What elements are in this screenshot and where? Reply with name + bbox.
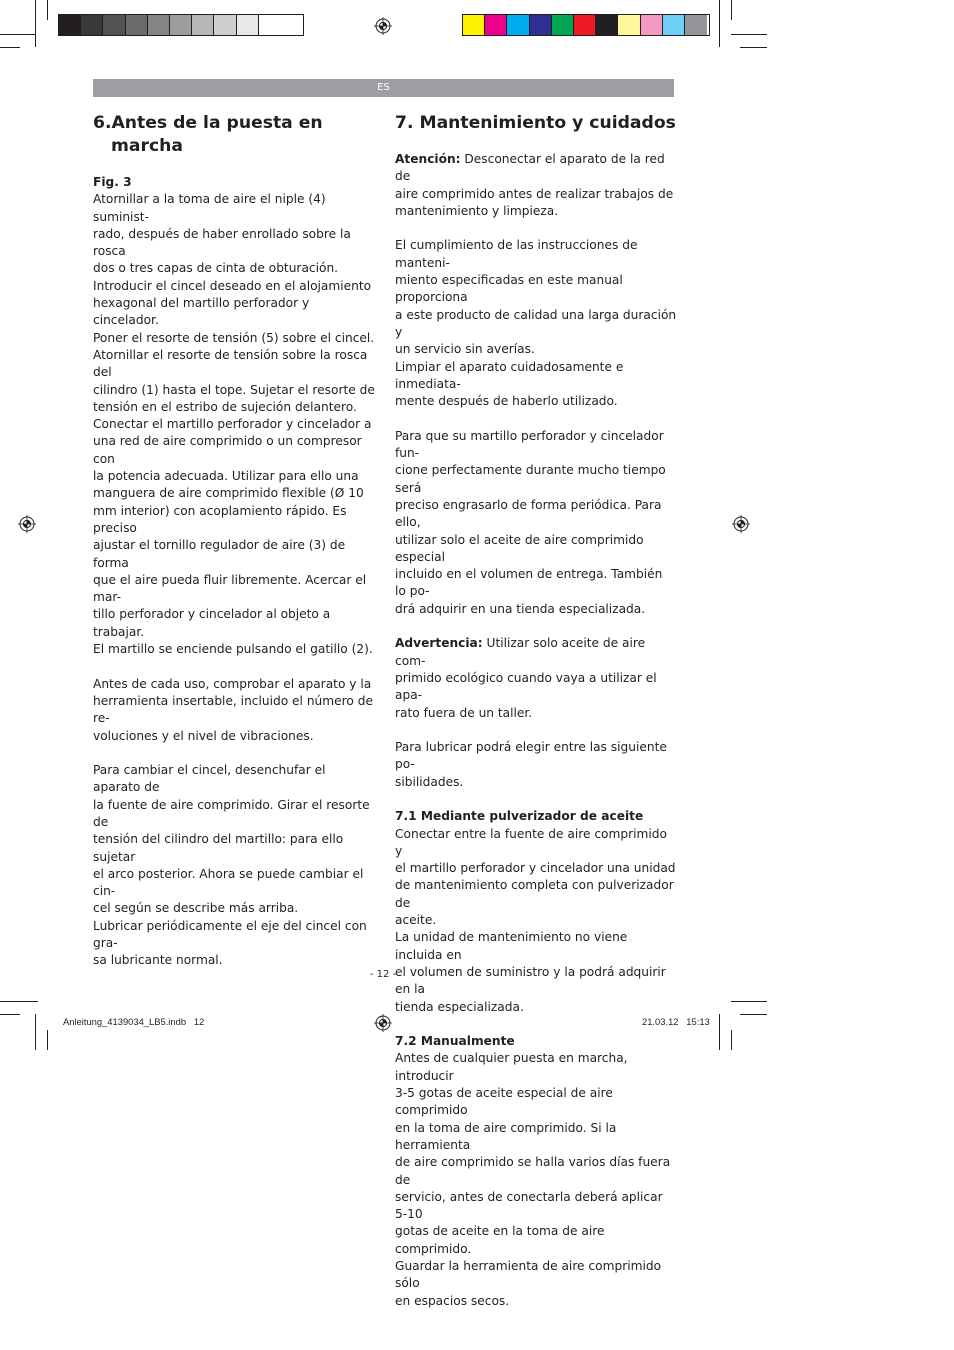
text-line: drá adquirir en una tienda especializada. (395, 601, 646, 616)
color-swatch (126, 15, 148, 35)
crop-mark (731, 1030, 732, 1050)
text-line: que el aire pueda fluir libremente. Acercar el mar- (93, 572, 367, 605)
text-line: un servicio sin averías. (395, 342, 535, 357)
subsection-7-1-title: 7.1 Mediante pulverizador de aceite (395, 809, 644, 824)
right-paragraph-3 (395, 739, 677, 791)
text-line: el volumen de suministro y la podrá adquirir en la (395, 964, 666, 997)
text-line: Atornillar el resorte de tensión sobre la rosca del (93, 347, 368, 380)
process-color-bar (462, 14, 710, 36)
gray-scale-bar (58, 14, 304, 36)
text-line: mente después de haberlo utilizado. (395, 394, 618, 409)
text-line: una red de aire comprimido o un compresor con (93, 434, 362, 466)
registration-mark-icon (18, 515, 36, 533)
text-line: rado, después de haber enrollado sobre la rosca (93, 226, 351, 259)
text-line: sibilidades. (395, 774, 464, 789)
text-line: Para lubricar podrá elegir entre las siguiente po- (395, 740, 667, 772)
crop-mark (731, 34, 767, 35)
color-swatch (463, 15, 485, 35)
text-line: ajustar el tornillo regulador de aire (3) de forma (93, 538, 346, 570)
crop-mark (0, 47, 20, 48)
crop-mark (719, 1014, 720, 1050)
text-line: tensión en el estribo de sujeción delantero. (93, 399, 357, 414)
text-line: 3-5 gotas de aceite especial de aire comprimido (395, 1086, 613, 1118)
text-line: Guardar la herramienta de aire comprimido sólo (395, 1259, 662, 1291)
warning-paragraph (395, 635, 677, 721)
warning-line: rato fuera de un taller. (395, 705, 533, 720)
color-swatch (618, 15, 640, 35)
attention-line: aire comprimido antes de realizar trabajos de (395, 186, 674, 201)
left-paragraph-1 (93, 191, 375, 658)
text-line: manguera de aire comprimido flexible (Ø 10 (93, 486, 364, 501)
text-line: La unidad de mantenimiento no viene incluida en (395, 930, 628, 962)
attention-paragraph (395, 151, 677, 220)
text-line: mm interior) con acoplamiento rápido. Es preciso (93, 503, 347, 535)
section-7-title: 7. Mantenimiento y cuidados (395, 113, 676, 133)
text-line: voluciones y el nivel de vibraciones. (93, 728, 314, 743)
text-line: sa lubricante normal. (93, 953, 223, 968)
color-swatch (574, 15, 596, 35)
warning-label: Advertencia: (395, 636, 483, 651)
color-swatch (552, 15, 574, 35)
crop-mark (47, 0, 48, 20)
color-swatch (530, 15, 552, 35)
text-line: el arco posterior. Ahora se puede cambiar el cin- (93, 866, 364, 899)
text-line: Atornillar a la toma de aire el niple (4) suminist- (93, 192, 326, 224)
crop-mark (0, 1001, 38, 1002)
text-line: Limpiar el aparato cuidadosamente e inmediata- (395, 359, 624, 391)
language-header-band: ES (93, 79, 674, 97)
text-line: El cumplimiento de las instrucciones de manteni- (395, 238, 638, 270)
attention-line: mantenimiento y limpieza. (395, 203, 559, 218)
text-line: El martillo se enciende pulsando el gatillo (2). (93, 642, 373, 657)
color-swatch (507, 15, 529, 35)
registration-mark-icon (374, 17, 392, 35)
color-swatch (214, 15, 236, 35)
color-swatch (192, 15, 214, 35)
text-line: hexagonal del martillo perforador y cincelador. (93, 296, 310, 328)
section-6-title: 6.Antes de la puesta en marcha (93, 113, 323, 156)
text-line: Lubricar periódicamente el eje del cincel con gra- (93, 918, 367, 951)
text-line: de mantenimiento completa con pulverizador de (395, 878, 674, 910)
crop-mark (0, 34, 35, 35)
registration-mark-icon (374, 1014, 392, 1032)
text-line: cel según se describe más arriba. (93, 901, 299, 916)
text-line: herramienta insertable, incluido el número de re- (93, 693, 373, 726)
text-line: de aire comprimido se halla varios días fuera de (395, 1155, 671, 1187)
crop-mark (35, 0, 36, 47)
text-line: tillo perforador y cincelador al objeto a trabajar. (93, 607, 331, 639)
text-line: preciso engrasarlo de forma periódica. Para ello, (395, 497, 662, 530)
attention-line: Desconectar el aparato de la red de (395, 152, 665, 184)
text-line: Poner el resorte de tensión (5) sobre el cincel. (93, 330, 375, 345)
subsection-7-2-body (395, 1050, 677, 1309)
footer-file-name: Anleitung_4139034_LB5.indb 12 (63, 1016, 205, 1027)
crop-mark (47, 1030, 48, 1050)
text-line: la potencia adecuada. Utilizar para ello una (93, 469, 359, 484)
text-line: Antes de cualquier puesta en marcha, introducir (395, 1051, 628, 1083)
color-swatch (103, 15, 125, 35)
attention-label: Atención: (395, 152, 461, 166)
color-swatch (81, 15, 103, 35)
text-line: cilindro (1) hasta el tope. Sujetar el resorte de (93, 382, 375, 397)
text-line: incluido en el volumen de entrega. También lo po- (395, 567, 663, 599)
text-line: servicio, antes de conectarla deberá aplicar 5-10 (395, 1189, 663, 1222)
right-column (395, 112, 677, 1310)
color-swatch (170, 15, 192, 35)
footer-date: 21.03.12 15:13 (642, 1016, 710, 1027)
text-line: en espacios secos. (395, 1293, 510, 1308)
text-line: en la toma de aire comprimido. Si la herramienta (395, 1120, 617, 1152)
text-line: a este producto de calidad una larga duración y (395, 307, 677, 339)
text-line: Para que su martillo perforador y cincelador fun- (395, 428, 664, 461)
color-swatch (485, 15, 507, 35)
color-swatch (148, 15, 170, 35)
crop-mark (731, 0, 732, 20)
color-swatch (596, 15, 618, 35)
text-line: Conectar entre la fuente de aire comprimido y (395, 826, 667, 858)
color-swatch (663, 15, 685, 35)
color-swatch (259, 15, 281, 35)
crop-mark (0, 1014, 20, 1015)
subsection-7-1-body (395, 826, 677, 1016)
left-paragraph-2 (93, 676, 375, 745)
crop-mark (740, 1014, 767, 1015)
color-swatch (685, 15, 707, 35)
crop-mark (35, 1014, 36, 1050)
warning-line: primido ecológico cuando vaya a utilizar el apa- (395, 670, 657, 703)
registration-mark-icon (732, 515, 750, 533)
subsection-7-2-title: 7.2 Manualmente (395, 1034, 515, 1049)
fig-label: Fig. 3 (93, 175, 132, 189)
color-swatch (641, 15, 663, 35)
crop-mark (719, 0, 720, 47)
text-line: el martillo perforador y cincelador una unidad (395, 861, 676, 876)
page-number: - 12 - (369, 969, 397, 980)
right-paragraph-2 (395, 428, 677, 618)
warning-line: Utilizar solo aceite de aire com- (395, 636, 646, 668)
crop-mark (740, 47, 767, 48)
crop-mark (731, 1001, 767, 1002)
text-line: tensión del cilindro del martillo: para ello sujetar (93, 832, 344, 864)
left-paragraph-3 (93, 762, 375, 970)
text-line: Para cambiar el cincel, desenchufar el aparato de (93, 763, 326, 795)
text-line: tienda especializada. (395, 999, 524, 1014)
text-line: la fuente de aire comprimido. Girar el resorte de (93, 797, 370, 829)
text-line: Antes de cada uso, comprobar el aparato y la (93, 676, 372, 691)
text-line: aceite. (395, 913, 437, 928)
right-paragraph-1 (395, 237, 677, 410)
text-line: cione perfectamente durante mucho tiempo será (395, 463, 666, 495)
color-swatch (59, 15, 81, 35)
text-line: miento especificadas en este manual proporciona (395, 273, 623, 305)
color-swatch (237, 15, 259, 35)
text-line: utilizar solo el aceite de aire comprimido especial (395, 532, 644, 564)
text-line: dos o tres capas de cinta de obturación. (93, 261, 339, 276)
text-line: Conectar el martillo perforador y cincelador a (93, 417, 372, 432)
left-column (93, 112, 375, 970)
text-line: Introducir el cincel deseado en el alojamiento (93, 278, 372, 293)
text-line: gotas de aceite en la toma de aire comprimido. (395, 1224, 605, 1256)
